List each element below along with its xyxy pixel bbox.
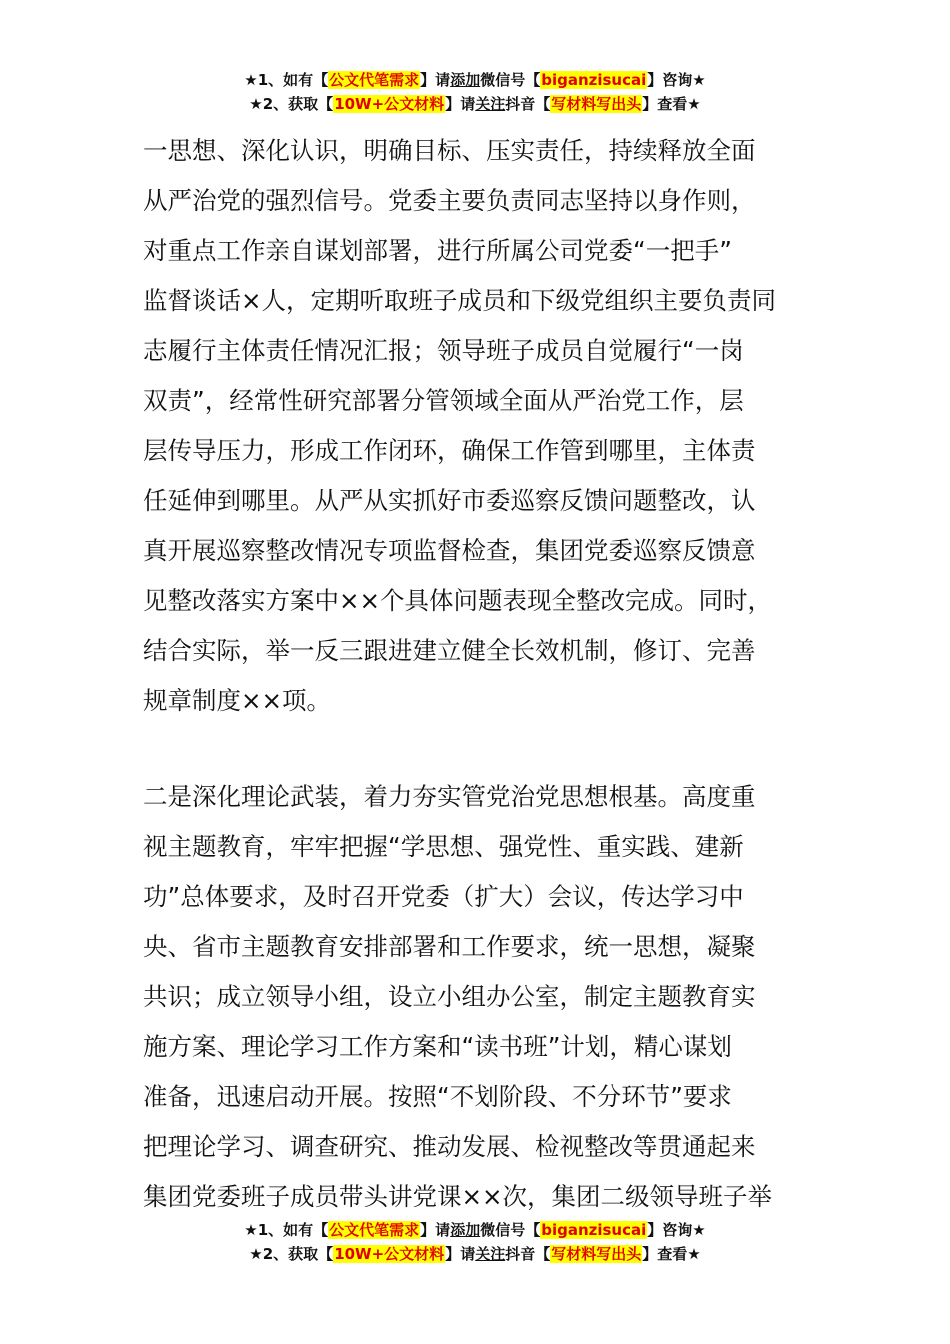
- text-line: 规章制度××项。: [143, 686, 332, 715]
- footer-line-2-mid2: 抖音【: [505, 1245, 551, 1263]
- text-line: 准备，迅速启动开展。按照“不划阶段、不分环节”要求: [143, 1082, 732, 1111]
- header-line-2-suffix: 】查看★: [642, 95, 701, 113]
- text-line: 视主题教育，牢牢把握“学思想、强党性、重实践、建新: [143, 832, 744, 861]
- header-line-2-underline: 关注: [475, 95, 506, 113]
- header-line-2-prefix: ★2、获取【: [249, 95, 334, 113]
- paragraph-2: [143, 772, 813, 1222]
- header-line-1-prefix: ★1、如有【: [244, 71, 329, 89]
- paragraph-1: [143, 126, 813, 726]
- footer-line-2-suffix: 】查看★: [642, 1245, 701, 1263]
- text-line: 监督谈话×人，定期听取班子成员和下级党组织主要负责同: [143, 286, 777, 315]
- footer-line-1: [0, 1218, 950, 1242]
- header-line-2: [0, 92, 950, 116]
- text-line: 功”总体要求，及时召开党委（扩大）会议，传达学习中: [143, 882, 744, 911]
- text-line: 施方案、理论学习工作方案和“读书班”计划，精心谋划: [143, 1032, 732, 1061]
- header-line-1-highlight-service: 公文代笔需求: [329, 71, 420, 89]
- footer-line-2-prefix: ★2、获取【: [249, 1245, 334, 1263]
- footer-line-2: [0, 1242, 950, 1266]
- footer-line-1-suffix: 】咨询★: [647, 1221, 706, 1239]
- header-line-1-highlight-wechat: biganzisucai: [541, 71, 647, 89]
- text-line: 把理论学习、调查研究、推动发展、检视整改等贯通起来: [143, 1132, 756, 1161]
- text-line: 央、省市主题教育安排部署和工作要求，统一思想，凝聚: [143, 932, 756, 961]
- header-line-2-highlight-douyin: 写材料写出头: [551, 95, 642, 113]
- text-line: 任延伸到哪里。从严从实抓好市委巡察反馈问题整改，认: [143, 486, 756, 515]
- text-line: 集团党委班子成员带头讲党课××次，集团二级领导班子举: [143, 1182, 773, 1211]
- text-line: 一思想、深化认识，明确目标、压实责任，持续释放全面: [143, 136, 756, 165]
- header-line-1: [0, 68, 950, 92]
- footer-line-1-underline: 添加: [450, 1221, 481, 1239]
- footer-line-1-highlight-wechat: biganzisucai: [541, 1221, 647, 1239]
- text-line: 志履行主体责任情况汇报；领导班子成员自觉履行“一岗: [143, 336, 744, 365]
- footer-line-1-prefix: ★1、如有【: [244, 1221, 329, 1239]
- footer-line-1-highlight-service: 公文代笔需求: [329, 1221, 420, 1239]
- text-line: 层传导压力，形成工作闭环，确保工作管到哪里，主体责: [143, 436, 756, 465]
- text-line: 真开展巡察整改情况专项监督检查，集团党委巡察反馈意: [143, 536, 756, 565]
- footer-line-1-mid2: 微信号【: [480, 1221, 541, 1239]
- text-line: 二是深化理论武装，着力夯实管党治党思想根基。高度重: [143, 782, 756, 811]
- text-line: 双责”，经常性研究部署分管领域全面从严治党工作，层: [143, 386, 744, 415]
- text-line: 对重点工作亲自谋划部署，进行所属公司党委“一把手”: [143, 236, 732, 265]
- header-line-1-mid2: 微信号【: [480, 71, 541, 89]
- text-line: 结合实际，举一反三跟进建立健全长效机制，修订、完善: [143, 636, 756, 665]
- header-line-1-suffix: 】咨询★: [647, 71, 706, 89]
- footer-line-2-highlight-douyin: 写材料写出头: [551, 1245, 642, 1263]
- footer-line-1-mid: 】请: [420, 1221, 451, 1239]
- footer-line-2-underline: 关注: [475, 1245, 506, 1263]
- footer-banner: [0, 1218, 950, 1266]
- text-line: 共识；成立领导小组，设立小组办公室，制定主题教育实: [143, 982, 756, 1011]
- header-line-1-mid: 】请: [420, 71, 451, 89]
- footer-line-2-mid: 】请: [445, 1245, 476, 1263]
- header-line-2-mid: 】请: [445, 95, 476, 113]
- header-line-2-mid2: 抖音【: [505, 95, 551, 113]
- header-banner: [0, 68, 950, 116]
- footer-line-2-highlight-materials: 10W+公文材料: [334, 1245, 445, 1263]
- header-line-1-underline: 添加: [450, 71, 481, 89]
- text-line: 从严治党的强烈信号。党委主要负责同志坚持以身作则，: [143, 186, 756, 215]
- text-line: 见整改落实方案中××个具体问题表现全整改完成。同时，: [143, 586, 773, 615]
- header-line-2-highlight-materials: 10W+公文材料: [334, 95, 445, 113]
